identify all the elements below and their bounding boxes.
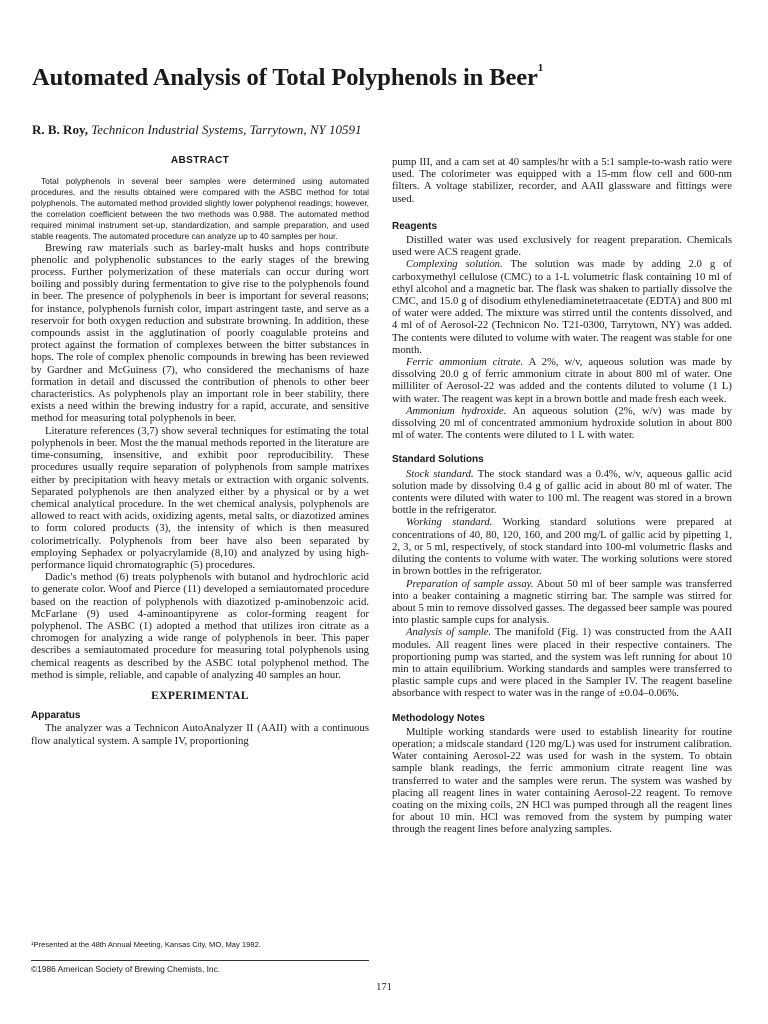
reagent-item [392, 356, 732, 405]
standard-solutions-heading: Standard Solutions [392, 454, 484, 466]
intro-paragraph-3: Dadic's method (6) treats polyphenols with butanol and hydrochloric acid to generate color. Woof and Pierce (11) developed a semiautomated procedure based on the reaction of polyphenols with diazotized p-aminobenzoic acid. McFarlane (9) used 4-aminoantipyrene as color-forming reagent for polyphenol. The ASBC (1) adopted a method that utilizes iron citrate as a chromogen for analyzing a wide range of polyphenols in beer. This paper describes a semiautomated procedure for measuring total polyphenols using chemical reagents as described by the ASBC total polyphenol method. The method is simple, reliable, and capable of analyzing 40 samples an hour. [31, 571, 369, 681]
title-footnote-mark: 1 [537, 62, 544, 74]
intro-paragraph-1: Brewing raw materials such as barley-malt husks and hops contribute phenolic and polyphenolic substances to the early stages of the brewing process. Further polymerization of these materials can occur during wort boiling and possibly during fermentation to give rise to the polyphenols found in beer. The presence of polyphenols in beer is important for several reasons; for instance, polyphenols furnish color, impart astringent taste, and serve as a reservoir for both oxygen reduction and substrate browning. In addition, these compounds assist in the agglutination of poorly coagulable proteins and protect against the formation of complexes between the bitter substances in hops. The role of complex phenolic compounds in brewing has been reviewed by Gardner and McGuiness (7), who considered the mechanisms of haze formation in detail and discussed the contribution of phenols to other beer characteristics. As polyphenols play an important role in beer stability, there exists a need within the brewing industry for a rapid, accurate, and sensitive method for measuring total polyphenols in beer. [31, 241, 369, 425]
standard-item-text: The manifold (Fig. 1) was constructed from the AAII modules. All reagent lines were placed in their respective containers. The proportioning pump was started, and the system was left running for about 10 min to attain equilibrium. Working standards and samples were transferred to plastic sample cups and were placed in the Sampler IV. The reagent baseline absorbance with respect to water was in the range of ±0.04–0.06%. [392, 626, 733, 700]
standard-item-lead: Stock standard. [406, 467, 474, 480]
left-column [31, 155, 369, 747]
abstract-heading: ABSTRACT [170, 155, 230, 166]
copyright-notice: ©1986 American Society of Brewing Chemists, Inc. [31, 964, 221, 974]
byline [32, 122, 742, 138]
reagents-intro: Distilled water was used exclusively for reagent preparation. Chemicals used were ACS reagent grade. [392, 234, 732, 259]
apparatus-text: The analyzer was a Technicon AutoAnalyzer II (AAII) with a continuous flow analytical system. A sample IV, proportioning [31, 722, 369, 747]
standard-item-lead: Working standard. [406, 516, 493, 529]
paper-title: Automated Analysis of Total Polyphenols in Beer$^1$ [32, 62, 544, 91]
page-number: 171 [376, 982, 392, 993]
reagents-heading: Reagents [392, 220, 438, 232]
standard-item [392, 516, 732, 577]
standard-item-text: About 50 ml of beer sample was transferred into a beaker containing a magnetic stirring bar. The sample was stirred for about 5 min to remove dissolved gasses. The degassed beer sample was poured into plastic sample cups for analysis. [392, 577, 732, 627]
apparatus-heading: Apparatus [31, 710, 81, 722]
footnote: ¹Presented at the 48th Annual Meeting, Kansas City, MO, May 1982. [31, 940, 261, 949]
reagent-item-text: The solution was made by adding 2.0 g of carboxymethyl cellulose (CMC) to a 1-L volumetric flask containing 10 ml of ethyl alcohol and a magnetic bar. The flask was shaken to partially dissolve the CMC, and 15.0 g of disodium ethylenediaminetetraacetate (EDTA) and 800 ml of water were added. The mixture was stirred until the contents dissolved, and 4 ml of of Aerosol-22 (Technicon No. T21-0300, Tarrytown, NY) was added. The contents were diluted to volume with water. The reagent was stable for one month. [392, 258, 732, 356]
reagent-item-lead: Ammonium hydroxide. [406, 404, 507, 417]
standard-item-lead: Preparation of sample assay. [406, 577, 534, 590]
reagent-item-lead: Complexing solution. [406, 258, 503, 271]
reagent-item-text: A 2%, w/v, aqueous solution was made by dissolving 20.0 g of ferric ammonium citrate in about 800 ml of water. One milliliter of Aerosol-22 was added and the contents diluted to volume (1 L) with water. The reagent was kept in a brown bottle and made fresh each week. [392, 356, 733, 405]
reagent-item [392, 258, 732, 356]
reagent-item [392, 405, 732, 442]
apparatus-continued: pump III, and a cam set at 40 samples/hr with a 5:1 sample-to-wash ratio were used. The colorimeter was equipped with a 15-mm flow cell and 600-nm filters. A voltage stabilizer, recorder, and AAII glassware and fittings were used. [392, 156, 732, 205]
standard-item [392, 578, 732, 627]
right-column [392, 156, 732, 836]
standard-item [392, 626, 732, 699]
footnote-divider [31, 960, 369, 961]
experimental-heading: EXPERIMENTAL [151, 689, 249, 702]
author-affiliation: Technicon Industrial Systems, Tarrytown, NY 10591 [91, 122, 362, 137]
reagent-item-text: An aqueous solution (2%, w/v) was made by dissolving 20 ml of concentrated ammonium hydroxide solution in about 800 ml of water. The contents were diluted to 1 L with water. [392, 404, 732, 442]
reagent-item-lead: Ferric ammonium citrate. [406, 356, 524, 369]
abstract-text: Total polyphenols in several beer samples were determined using automated procedures, and the results obtained were compared with the ASBC method for total polyphenols. The automated method provided slightly lower polyphenol readings; however, the correlation coefficient between the two methods was 0.988. The automated method required minimal instrument set-up, standardization, and sample preparation, and used stable reagents. The automated procedure can analyze up to 40 samples per hour. [31, 176, 369, 241]
standard-item [392, 468, 732, 517]
intro-paragraph-2: Literature references (3,7) show several techniques for estimating the total polyphenols in beer. Most the the manual methods reported in the literature are time-consuming, insensitive, and exhibit poor reproducibility. These procedures usually require separation of polyphenols from sample matrixes either by precipitation with heavy metals or extraction with organic solvents. Separated polyphenols are then analyzed either by a physical or by a wet chemical analytical procedure. In the wet chemical analysis, polyphenols are allowed to react with acids, oxidizing agents, metal salts, or diazotized amines to form colored products (3), the intensity of which is then measured colorimetrically. Polyphenols from beer have also been separated by employing Sephadex or polyacrylamide (8,10) and analyzed by using high-performance liquid chromatographic (5) procedures. [31, 424, 369, 571]
standard-item-text: Working standard solutions were prepared at concentrations of 40, 80, 120, 160, and 200 mg/L of gallic acid by pipetting 1, 2, 3, or 5 ml, respectively, of stock standard into 100-ml volumetric flasks and diluting the contents to volume with water. The working solutions were stored in brown bottles in the refrigerator. [392, 516, 732, 578]
methodology-text: Multiple working standards were used to establish linearity for routine operation; a midscale standard (120 mg/L) was used for instrument calibration. Water containing Aerosol-22 was used for wash in the system. To obtain sample blank readings, the ferric ammonium citrate reagent line was transferred to water and the samples were rerun. The system was washed by placing all reagent lines in water containing Aerosol-22 reagent. To remove coating on the mixing coils, 2N HCl was pumped through all the reagent lines for about 10 min. HCl was removed from the system by pumping water through the reagent lines before analyzing samples. [392, 725, 732, 836]
standard-item-lead: Analysis of sample. [406, 626, 492, 639]
author-name: R. B. Roy, [32, 122, 88, 137]
standard-item-text: The stock standard was a 0.4%, w/v, aqueous gallic acid solution made by dissolving 0.4 g of gallic acid in about 80 ml of water. The contents were diluted with water to 100 ml. The reagent was stored in a brown bottle in the refrigerator. [392, 467, 732, 517]
methodology-heading: Methodology Notes [392, 712, 485, 724]
